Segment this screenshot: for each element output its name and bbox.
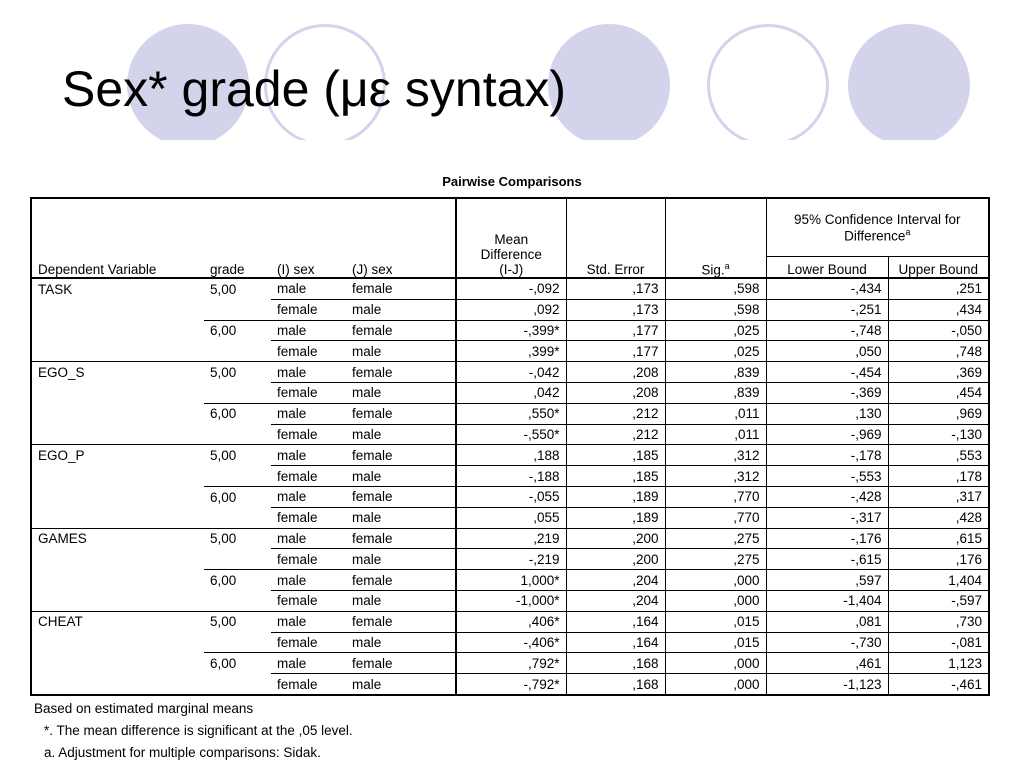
mean-difference-cell: -,406*: [456, 632, 566, 653]
sig-cell: ,015: [665, 632, 766, 653]
upper-bound-cell: ,428: [888, 507, 989, 528]
grade-cell: [204, 507, 271, 528]
j-sex-cell: female: [346, 611, 456, 632]
dependent-variable-cell: [31, 486, 204, 507]
std-error-cell: ,177: [566, 341, 665, 362]
lower-bound-cell: ,130: [766, 403, 888, 424]
j-sex-cell: female: [346, 528, 456, 549]
sig-cell: ,275: [665, 549, 766, 570]
table-row: [31, 278, 989, 299]
dependent-variable-cell: GAMES: [31, 528, 204, 549]
j-sex-cell: female: [346, 653, 456, 674]
dependent-variable-cell: [31, 507, 204, 528]
col-header-i-sex: (I) sex: [277, 262, 315, 277]
mean-difference-cell: -,042: [456, 362, 566, 383]
lower-bound-cell: -,178: [766, 445, 888, 466]
j-sex-cell: male: [346, 382, 456, 403]
upper-bound-cell: -,130: [888, 424, 989, 445]
mean-difference-cell: -,550*: [456, 424, 566, 445]
i-sex-cell: male: [271, 570, 346, 591]
col-header-mean-difference: [456, 198, 566, 278]
upper-bound-cell: ,176: [888, 549, 989, 570]
upper-bound-cell: ,748: [888, 341, 989, 362]
sig-cell: ,000: [665, 570, 766, 591]
lower-bound-cell: -,251: [766, 299, 888, 320]
lower-bound-cell: ,461: [766, 653, 888, 674]
sig-label: Sig.: [701, 262, 725, 277]
table-caption: Pairwise Comparisons: [442, 174, 582, 189]
mean-difference-cell: ,550*: [456, 403, 566, 424]
sig-cell: ,011: [665, 403, 766, 424]
std-error-cell: ,200: [566, 549, 665, 570]
j-sex-cell: male: [346, 466, 456, 487]
j-sex-cell: male: [346, 674, 456, 695]
mean-difference-cell: ,792*: [456, 653, 566, 674]
mean-difference-line1: Mean: [494, 232, 529, 247]
lower-bound-cell: -,454: [766, 362, 888, 383]
table-body: [31, 278, 989, 695]
std-error-cell: ,208: [566, 362, 665, 383]
dependent-variable-cell: [31, 382, 204, 403]
upper-bound-cell: ,615: [888, 528, 989, 549]
upper-bound-cell: ,178: [888, 466, 989, 487]
i-sex-cell: female: [271, 424, 346, 445]
upper-bound-cell: ,317: [888, 486, 989, 507]
mean-difference-cell: ,042: [456, 382, 566, 403]
mean-difference-cell: ,055: [456, 507, 566, 528]
grade-cell: 5,00: [204, 362, 271, 383]
table-row: [31, 466, 989, 487]
grade-cell: 6,00: [204, 486, 271, 507]
i-sex-cell: male: [271, 653, 346, 674]
j-sex-cell: male: [346, 341, 456, 362]
dependent-variable-cell: CHEAT: [31, 611, 204, 632]
lower-bound-cell: -,369: [766, 382, 888, 403]
dependent-variable-cell: [31, 466, 204, 487]
col-header-std-error: Std. Error: [566, 198, 665, 278]
dependent-variable-cell: [31, 320, 204, 341]
table-row: [31, 590, 989, 611]
sig-cell: ,025: [665, 341, 766, 362]
i-sex-cell: male: [271, 320, 346, 341]
i-sex-cell: female: [271, 590, 346, 611]
mean-difference-cell: -,792*: [456, 674, 566, 695]
col-header-j-sex: (J) sex: [352, 262, 393, 277]
i-sex-cell: male: [271, 403, 346, 424]
i-sex-cell: male: [271, 486, 346, 507]
sig-cell: ,000: [665, 653, 766, 674]
j-sex-cell: female: [346, 445, 456, 466]
lower-bound-cell: -1,123: [766, 674, 888, 695]
std-error-cell: ,212: [566, 403, 665, 424]
std-error-cell: ,168: [566, 653, 665, 674]
i-sex-cell: male: [271, 611, 346, 632]
std-error-cell: ,168: [566, 674, 665, 695]
grade-cell: [204, 424, 271, 445]
table-row: [31, 424, 989, 445]
upper-bound-cell: -,081: [888, 632, 989, 653]
i-sex-cell: male: [271, 362, 346, 383]
std-error-cell: ,185: [566, 445, 665, 466]
i-sex-cell: female: [271, 674, 346, 695]
grade-cell: 5,00: [204, 611, 271, 632]
upper-bound-cell: 1,404: [888, 570, 989, 591]
dependent-variable-cell: [31, 674, 204, 695]
j-sex-cell: female: [346, 403, 456, 424]
table-row: [31, 611, 989, 632]
sig-cell: ,598: [665, 299, 766, 320]
std-error-cell: ,204: [566, 570, 665, 591]
table-footnotes: [34, 698, 353, 764]
grade-cell: 6,00: [204, 320, 271, 341]
upper-bound-cell: 1,123: [888, 653, 989, 674]
table-row: [31, 362, 989, 383]
dependent-variable-cell: [31, 570, 204, 591]
i-sex-cell: female: [271, 632, 346, 653]
lower-bound-cell: -,176: [766, 528, 888, 549]
mean-difference-cell: ,219: [456, 528, 566, 549]
std-error-cell: ,164: [566, 632, 665, 653]
std-error-cell: ,212: [566, 424, 665, 445]
col-header-confidence-interval: [766, 198, 989, 257]
mean-difference-cell: -,092: [456, 278, 566, 299]
table-row: [31, 549, 989, 570]
dependent-variable-cell: [31, 632, 204, 653]
i-sex-cell: female: [271, 549, 346, 570]
j-sex-cell: female: [346, 486, 456, 507]
upper-bound-cell: ,454: [888, 382, 989, 403]
grade-cell: 5,00: [204, 445, 271, 466]
std-error-cell: ,173: [566, 299, 665, 320]
upper-bound-cell: ,969: [888, 403, 989, 424]
std-error-cell: ,200: [566, 528, 665, 549]
grade-cell: [204, 466, 271, 487]
grade-cell: 6,00: [204, 403, 271, 424]
table-row: [31, 486, 989, 507]
std-error-cell: ,189: [566, 507, 665, 528]
mean-difference-line3: (I-J): [499, 262, 524, 277]
table-row: [31, 382, 989, 403]
i-sex-cell: male: [271, 445, 346, 466]
decor-circle-ring: [707, 24, 829, 140]
footnote-adjustment: a. Adjustment for multiple comparisons: Sidak.: [44, 745, 321, 760]
mean-difference-cell: -,188: [456, 466, 566, 487]
std-error-cell: ,189: [566, 486, 665, 507]
lower-bound-cell: -,615: [766, 549, 888, 570]
std-error-cell: ,164: [566, 611, 665, 632]
sig-cell: ,275: [665, 528, 766, 549]
lower-bound-cell: ,081: [766, 611, 888, 632]
grade-cell: [204, 341, 271, 362]
decor-circle-filled: [848, 24, 970, 140]
table-row: [31, 632, 989, 653]
lower-bound-cell: -,730: [766, 632, 888, 653]
j-sex-cell: male: [346, 632, 456, 653]
grade-cell: [204, 674, 271, 695]
j-sex-cell: female: [346, 278, 456, 299]
j-sex-cell: female: [346, 320, 456, 341]
table-row: [31, 528, 989, 549]
j-sex-cell: male: [346, 299, 456, 320]
dependent-variable-cell: EGO_S: [31, 362, 204, 383]
i-sex-cell: female: [271, 382, 346, 403]
pairwise-comparisons-table: [30, 197, 990, 696]
std-error-cell: ,208: [566, 382, 665, 403]
sig-cell: ,025: [665, 320, 766, 341]
i-sex-cell: male: [271, 528, 346, 549]
dependent-variable-cell: TASK: [31, 278, 204, 299]
sig-cell: ,312: [665, 445, 766, 466]
sig-cell: ,770: [665, 507, 766, 528]
lower-bound-cell: -,553: [766, 466, 888, 487]
decor-circle-filled: [548, 24, 670, 140]
dependent-variable-cell: [31, 549, 204, 570]
lower-bound-cell: -,317: [766, 507, 888, 528]
table-row: [31, 674, 989, 695]
sig-cell: ,839: [665, 382, 766, 403]
grade-cell: [204, 632, 271, 653]
lower-bound-cell: ,050: [766, 341, 888, 362]
table-row: [31, 341, 989, 362]
i-sex-cell: female: [271, 466, 346, 487]
mean-difference-cell: -,055: [456, 486, 566, 507]
sig-cell: ,770: [665, 486, 766, 507]
slide-title: Sex* grade (με syntax): [62, 61, 567, 117]
upper-bound-cell: -,597: [888, 590, 989, 611]
dependent-variable-cell: [31, 424, 204, 445]
i-sex-cell: male: [271, 278, 346, 299]
upper-bound-cell: -,050: [888, 320, 989, 341]
table-row: [31, 320, 989, 341]
i-sex-cell: female: [271, 341, 346, 362]
upper-bound-cell: -,461: [888, 674, 989, 695]
mean-difference-cell: ,406*: [456, 611, 566, 632]
upper-bound-cell: ,730: [888, 611, 989, 632]
table-row: [31, 570, 989, 591]
mean-difference-cell: -1,000*: [456, 590, 566, 611]
ci-line2: Difference: [844, 228, 906, 244]
dependent-variable-cell: [31, 341, 204, 362]
grade-cell: 6,00: [204, 570, 271, 591]
j-sex-cell: female: [346, 362, 456, 383]
mean-difference-cell: ,188: [456, 445, 566, 466]
grade-cell: 5,00: [204, 528, 271, 549]
ci-line1: 95% Confidence Interval for: [793, 211, 961, 227]
lower-bound-cell: -,748: [766, 320, 888, 341]
dependent-variable-cell: [31, 653, 204, 674]
lower-bound-cell: -,428: [766, 486, 888, 507]
j-sex-cell: female: [346, 570, 456, 591]
upper-bound-cell: ,434: [888, 299, 989, 320]
std-error-cell: ,177: [566, 320, 665, 341]
j-sex-cell: male: [346, 549, 456, 570]
grade-cell: 5,00: [204, 278, 271, 299]
mean-difference-cell: ,092: [456, 299, 566, 320]
i-sex-cell: female: [271, 507, 346, 528]
sig-cell: ,000: [665, 674, 766, 695]
grade-cell: [204, 382, 271, 403]
upper-bound-cell: ,553: [888, 445, 989, 466]
sig-cell: ,598: [665, 278, 766, 299]
sig-cell: ,011: [665, 424, 766, 445]
ci-superscript: a: [905, 226, 911, 237]
lower-bound-cell: ,597: [766, 570, 888, 591]
footnote-based-on: Based on estimated marginal means: [34, 701, 254, 716]
sig-superscript: a: [724, 260, 730, 271]
std-error-cell: ,204: [566, 590, 665, 611]
sig-cell: ,015: [665, 611, 766, 632]
col-header-dependent-variable: Dependent Variable: [38, 262, 157, 277]
col-header-lower-bound: Lower Bound: [766, 257, 888, 279]
mean-difference-cell: 1,000*: [456, 570, 566, 591]
dependent-variable-cell: EGO_P: [31, 445, 204, 466]
col-header-grade: grade: [210, 262, 245, 277]
upper-bound-cell: ,369: [888, 362, 989, 383]
lower-bound-cell: -1,404: [766, 590, 888, 611]
sig-cell: ,839: [665, 362, 766, 383]
table-row: [31, 507, 989, 528]
std-error-cell: ,173: [566, 278, 665, 299]
j-sex-cell: male: [346, 424, 456, 445]
dependent-variable-cell: [31, 590, 204, 611]
col-header-sig: [665, 198, 766, 278]
footnote-significance: *. The mean difference is significant at the ,05 level.: [44, 723, 353, 738]
table-row: [31, 403, 989, 424]
i-sex-cell: female: [271, 299, 346, 320]
sig-cell: ,000: [665, 590, 766, 611]
lower-bound-cell: -,969: [766, 424, 888, 445]
mean-difference-cell: ,399*: [456, 341, 566, 362]
j-sex-cell: male: [346, 590, 456, 611]
std-error-cell: ,185: [566, 466, 665, 487]
mean-difference-cell: -,219: [456, 549, 566, 570]
grade-cell: [204, 299, 271, 320]
grade-cell: [204, 590, 271, 611]
upper-bound-cell: ,251: [888, 278, 989, 299]
mean-difference-cell: -,399*: [456, 320, 566, 341]
grade-cell: [204, 549, 271, 570]
col-header-upper-bound: Upper Bound: [888, 257, 989, 279]
j-sex-cell: male: [346, 507, 456, 528]
dependent-variable-cell: [31, 299, 204, 320]
dependent-variable-cell: [31, 403, 204, 424]
sig-cell: ,312: [665, 466, 766, 487]
mean-difference-line2: Difference: [480, 247, 542, 262]
grade-cell: 6,00: [204, 653, 271, 674]
lower-bound-cell: -,434: [766, 278, 888, 299]
table-row: [31, 299, 989, 320]
table-row: [31, 653, 989, 674]
table-row: [31, 445, 989, 466]
